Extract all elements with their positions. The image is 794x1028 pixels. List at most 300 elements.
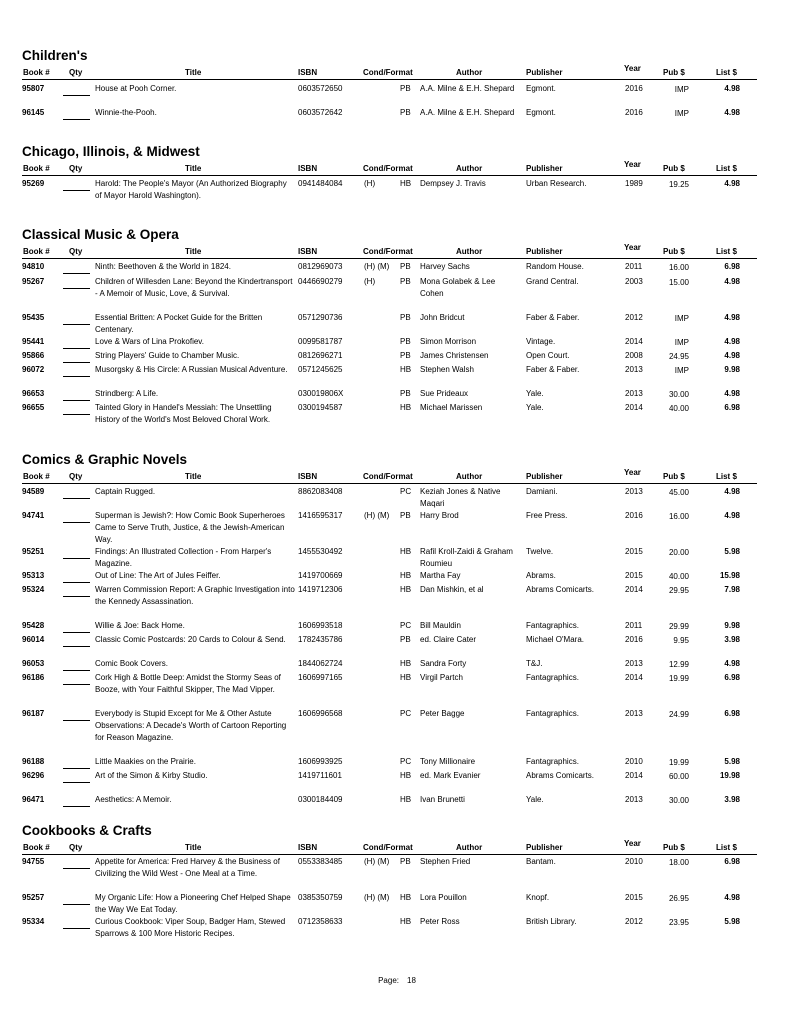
publisher: Bantam. [526,857,556,866]
qty-field[interactable] [63,895,90,905]
list-price: 3.98 [724,795,740,804]
list-price: 4.98 [724,351,740,360]
column-header-author: Author [456,247,483,256]
qty-field[interactable] [63,181,90,191]
column-header-title: Title [185,843,202,852]
qty-field[interactable] [63,573,90,583]
author: Peter Ross [420,917,460,926]
qty-field[interactable] [63,264,90,274]
column-header-isbn: ISBN [298,472,318,481]
column-header-qty: Qty [69,472,83,481]
book-title: Children of Willesden Lane: Beyond the Kindertransport - A Memoir of Music, Love, & Survival. [95,277,293,298]
column-header-year: Year [624,243,641,252]
year: 2015 [625,571,643,580]
book-number: 95267 [22,277,45,286]
year: 2011 [625,262,643,271]
publisher: Urban Research. [526,179,587,188]
qty-field[interactable] [63,549,90,559]
pub-price: 60.00 [668,772,689,781]
qty-field[interactable] [63,86,90,96]
format: PB [400,857,411,866]
book-title: Aesthetics: A Memoir. [95,795,172,804]
section-title: Classical Music & Opera [22,227,179,242]
isbn: 0571245625 [298,365,343,374]
format: HB [400,179,412,188]
list-price: 4.98 [724,337,740,346]
column-header-title: Title [185,68,202,77]
page-footer [0,976,794,985]
column-header-publisher: Publisher [526,843,563,852]
book-title: Out of Line: The Art of Jules Feiffer. [95,571,221,580]
book-number: 94589 [22,487,45,496]
publisher: Damiani. [526,487,558,496]
book-title: Willie & Joe: Back Home. [95,621,185,630]
author: A.A. Milne & E.H. Shepard [420,108,515,117]
column-header-publisher: Publisher [526,164,563,173]
format: PB [400,635,411,644]
format: PC [400,487,412,496]
book-title: Strindberg: A Life. [95,389,159,398]
column-header-list-price: List $ [716,247,737,256]
list-price: 6.98 [724,673,740,682]
section [22,47,757,118]
pub-price: 29.95 [668,586,689,595]
publisher: Knopf. [526,893,550,902]
publisher: T&J. [526,659,543,668]
year: 2003 [625,277,643,286]
book-number: 96187 [22,709,45,718]
author: Keziah Jones & Native Maqari [420,487,501,508]
list-price: 3.98 [724,635,740,644]
year: 2016 [625,635,643,644]
year: 2014 [625,585,643,594]
condition: (H) [364,179,376,188]
publisher: Twelve. [526,547,554,556]
pub-price: 16.00 [668,263,689,272]
pub-price: 40.00 [668,404,689,413]
list-price: 4.98 [724,108,740,117]
isbn: 8862083408 [298,487,343,496]
book-number: 96188 [22,757,45,766]
page-number: 18 [407,976,416,985]
column-header-pub-price: Pub $ [663,68,685,77]
list-price: 4.98 [724,511,740,520]
list-price: 4.98 [724,487,740,496]
book-title: Harold: The People's Mayor (An Authorized Biography of Mayor Harold Washington). [95,179,287,200]
condition: (H) (M) [364,511,390,520]
author: Dempsey J. Travis [420,179,486,188]
book-number: 95807 [22,84,45,93]
book-number: 95313 [22,571,45,580]
book-number: 96072 [22,365,45,374]
isbn: 0571290736 [298,313,343,322]
pub-price: 40.00 [668,572,689,581]
qty-field[interactable] [63,315,90,325]
list-price: 4.98 [724,277,740,286]
qty-field[interactable] [63,675,90,685]
section [22,451,757,805]
publisher: Vintage. [526,337,556,346]
publisher: Abrams Comicarts. [526,771,595,780]
year: 2011 [625,621,643,630]
publisher: Open Court. [526,351,570,360]
author: Sandra Forty [420,659,467,668]
column-header-row [22,65,757,80]
book-title: Essential Britten: A Pocket Guide for the Britten Centenary. [95,313,263,334]
year: 2013 [625,659,643,668]
column-header-qty: Qty [69,164,83,173]
book-title: Everybody is Stupid Except for Me & Other Astute Observations: A Decade's Worth of Cartoon Reporting for Reason Magazine. [95,709,287,742]
column-header-author: Author [456,68,483,77]
year: 2016 [625,108,643,117]
publisher: Random House. [526,262,584,271]
list-price: 4.98 [724,659,740,668]
pub-price: 9.95 [673,636,689,645]
book-title: Warren Commission Report: A Graphic Investigation into the Kennedy Assassination. [95,585,295,606]
format: HB [400,673,412,682]
year: 2008 [625,351,643,360]
format: PC [400,709,412,718]
book-title: Findings: An Illustrated Collection - From Harper's Magazine. [95,547,272,568]
book-title: House at Pooh Corner. [95,84,177,93]
list-price: 4.98 [724,84,740,93]
list-price: 7.98 [724,585,740,594]
column-header-cond-format: Cond/Format [363,247,413,256]
year: 2010 [625,857,643,866]
column-header-list-price: List $ [716,164,737,173]
year: 2012 [625,917,643,926]
format: HB [400,795,412,804]
column-header-isbn: ISBN [298,68,318,77]
year: 2014 [625,673,643,682]
book-number: 95866 [22,351,45,360]
author: ed. Claire Cater [420,635,477,644]
column-header-cond-format: Cond/Format [363,472,413,481]
format: PC [400,757,412,766]
list-price: 6.98 [724,262,740,271]
column-header-pub-price: Pub $ [663,164,685,173]
year: 2013 [625,487,643,496]
pub-price: 30.00 [668,796,689,805]
isbn: 1606993925 [298,757,343,766]
author: John Bridcut [420,313,465,322]
list-price: 5.98 [724,757,740,766]
pub-price: 30.00 [668,390,689,399]
qty-field[interactable] [63,623,90,633]
qty-field[interactable] [63,773,90,783]
book-number: 95428 [22,621,45,630]
qty-field[interactable] [63,513,90,523]
list-price: 6.98 [724,857,740,866]
section [22,143,757,200]
book-title: Art of the Simon & Kirby Studio. [95,771,208,780]
book-title: String Players' Guide to Chamber Music. [95,351,240,360]
book-number: 95257 [22,893,45,902]
list-price: 4.98 [724,313,740,322]
publisher: Egmont. [526,84,556,93]
book-number: 96653 [22,389,45,398]
format: PB [400,262,411,271]
publisher: Yale. [526,403,544,412]
publisher: Egmont. [526,108,556,117]
section [22,822,757,938]
column-header-book: Book # [23,843,50,852]
year: 2010 [625,757,643,766]
list-price: 6.98 [724,403,740,412]
qty-field[interactable] [63,711,90,721]
format: PB [400,389,411,398]
book-title: Comic Book Covers. [95,659,168,668]
column-header-row [22,244,757,259]
pub-price: 19.99 [668,674,689,683]
format: PB [400,84,411,93]
column-header-publisher: Publisher [526,68,563,77]
section-title: Chicago, Illinois, & Midwest [22,144,200,159]
publisher: Grand Central. [526,277,579,286]
pub-price: 19.25 [668,180,689,189]
column-header-list-price: List $ [716,472,737,481]
isbn: 0099581787 [298,337,343,346]
publisher: Fantagraphics. [526,709,579,718]
book-title: Curious Cookbook: Viper Soup, Badger Ham, Stewed Sparrows & 100 More Historic Recipes. [95,917,286,938]
section-title: Children's [22,48,88,63]
list-price: 4.98 [724,893,740,902]
author: Sue Prideaux [420,389,469,398]
condition: (H) (M) [364,262,390,271]
isbn: 030019806X [298,389,344,398]
pub-price: 16.00 [668,512,689,521]
pub-price: 29.99 [668,622,689,631]
year: 2013 [625,365,643,374]
isbn: 1606996568 [298,709,343,718]
format: HB [400,893,412,902]
format: HB [400,585,412,594]
qty-field[interactable] [63,797,90,807]
author: Ivan Brunetti [420,795,465,804]
author: Stephen Fried [420,857,471,866]
pub-price: 23.95 [668,918,689,927]
column-header-cond-format: Cond/Format [363,843,413,852]
book-title: Little Maakies on the Prairie. [95,757,196,766]
publisher: Fantagraphics. [526,757,579,766]
book-number: 96053 [22,659,45,668]
pub-price: 26.95 [668,894,689,903]
author: Martha Fay [420,571,461,580]
publisher: Abrams. [526,571,556,580]
qty-field[interactable] [63,489,90,499]
qty-field[interactable] [63,391,90,401]
author: Virgil Partch [420,673,463,682]
author: Harvey Sachs [420,262,470,271]
format: HB [400,771,412,780]
book-number: 95334 [22,917,45,926]
book-number: 96296 [22,771,45,780]
pub-price: 18.00 [668,858,689,867]
isbn: 0553383485 [298,857,343,866]
qty-field[interactable] [63,759,90,769]
author: ed. Mark Evanier [420,771,481,780]
publisher: Faber & Faber. [526,313,580,322]
pub-price: 20.00 [668,548,689,557]
qty-field[interactable] [63,279,90,289]
pub-price: 19.99 [668,758,689,767]
isbn: 0603572650 [298,84,343,93]
format: HB [400,917,412,926]
format: HB [400,547,412,556]
publisher: Free Press. [526,511,568,520]
column-header-year: Year [624,468,641,477]
format: PC [400,621,412,630]
list-price: 4.98 [724,389,740,398]
isbn: 0385350759 [298,893,343,902]
condition: (H) (M) [364,857,390,866]
column-header-cond-format: Cond/Format [363,164,413,173]
column-header-pub-price: Pub $ [663,843,685,852]
author: Harry Brod [420,511,459,520]
format: PB [400,351,411,360]
author: A.A. Milne & E.H. Shepard [420,84,515,93]
year: 2014 [625,337,643,346]
book-number: 95324 [22,585,45,594]
author: Stephen Walsh [420,365,474,374]
isbn: 0446690279 [298,277,343,286]
author: Dan Mishkin, et al [420,585,484,594]
author: Bill Mauldin [420,621,461,630]
qty-field[interactable] [63,661,90,671]
qty-field[interactable] [63,919,90,929]
pub-price: IMP [674,314,689,323]
column-header-title: Title [185,247,202,256]
column-header-author: Author [456,843,483,852]
column-header-publisher: Publisher [526,472,563,481]
list-price: 5.98 [724,917,740,926]
format: PB [400,511,411,520]
column-header-row [22,840,757,855]
format: HB [400,571,412,580]
year: 2016 [625,511,643,520]
column-header-list-price: List $ [716,68,737,77]
author: Mona Golabek & Lee Cohen [420,277,496,298]
format: PB [400,277,411,286]
book-title: Tainted Glory in Handel's Messiah: The Unsettling History of the World's Most Beloved Choral Work. [95,403,272,424]
format: HB [400,365,412,374]
book-title: Classic Comic Postcards: 20 Cards to Colour & Send. [95,635,286,644]
column-header-list-price: List $ [716,843,737,852]
isbn: 1416595317 [298,511,343,520]
author: James Christensen [420,351,489,360]
qty-field[interactable] [63,339,90,349]
isbn: 1419712306 [298,585,343,594]
year: 2013 [625,389,643,398]
publisher: Fantagraphics. [526,673,579,682]
book-title: Winnie-the-Pooh. [95,108,157,117]
format: PB [400,313,411,322]
year: 2014 [625,403,643,412]
book-title: My Organic Life: How a Pioneering Chef Helped Shape the Way We Eat Today. [95,893,291,914]
publisher: Abrams Comicarts. [526,585,595,594]
column-header-author: Author [456,472,483,481]
qty-field[interactable] [63,110,90,120]
qty-field[interactable] [63,367,90,377]
book-title: Appetite for America: Fred Harvey & the Business of Civilizing the Wild West - One Meal at a Time. [95,857,280,878]
column-header-title: Title [185,164,202,173]
year: 2013 [625,795,643,804]
isbn: 1606997165 [298,673,343,682]
isbn: 0300184409 [298,795,343,804]
isbn: 1419700669 [298,571,343,580]
author: Michael Marissen [420,403,483,412]
isbn: 0712358633 [298,917,343,926]
column-header-cond-format: Cond/Format [363,68,413,77]
qty-field[interactable] [63,637,90,647]
publisher: Yale. [526,795,544,804]
publisher: Faber & Faber. [526,365,580,374]
isbn: 0812969073 [298,262,343,271]
year: 2016 [625,84,643,93]
format: PB [400,337,411,346]
isbn: 1782435786 [298,635,343,644]
condition: (H) (M) [364,893,390,902]
book-number: 95435 [22,313,45,322]
column-header-publisher: Publisher [526,247,563,256]
isbn: 1844062724 [298,659,343,668]
format: HB [400,403,412,412]
year: 2013 [625,709,643,718]
list-price: 9.98 [724,621,740,630]
book-number: 96655 [22,403,45,412]
condition: (H) [364,277,376,286]
book-number: 95269 [22,179,45,188]
pub-price: 12.99 [668,660,689,669]
book-number: 96145 [22,108,45,117]
pub-price: IMP [674,109,689,118]
book-number: 94755 [22,857,45,866]
column-header-pub-price: Pub $ [663,472,685,481]
publisher: Yale. [526,389,544,398]
section [22,226,757,424]
qty-field[interactable] [63,587,90,597]
format: HB [400,659,412,668]
list-price: 4.98 [724,179,740,188]
book-title: Captain Rugged. [95,487,156,496]
pub-price: 24.99 [668,710,689,719]
pub-price: IMP [674,366,689,375]
pub-price: 15.00 [668,278,689,287]
column-header-book: Book # [23,247,50,256]
column-header-title: Title [185,472,202,481]
column-header-qty: Qty [69,247,83,256]
publisher: Michael O'Mara. [526,635,584,644]
column-header-pub-price: Pub $ [663,247,685,256]
year: 2014 [625,771,643,780]
list-price: 19.98 [719,771,740,780]
pub-price: 45.00 [668,488,689,497]
qty-field[interactable] [63,353,90,363]
column-header-book: Book # [23,68,50,77]
book-number: 96186 [22,673,45,682]
column-header-author: Author [456,164,483,173]
pub-price: 24.95 [668,352,689,361]
qty-field[interactable] [63,405,90,415]
section-title: Comics & Graphic Novels [22,452,188,467]
column-header-isbn: ISBN [298,164,318,173]
year: 2012 [625,313,643,322]
qty-field[interactable] [63,859,90,869]
column-header-isbn: ISBN [298,247,318,256]
book-title: Cork High & Bottle Deep: Amidst the Stormy Seas of Booze, with Your Faithful Skipper, The Mad Vipper. [95,673,281,694]
book-number: 95251 [22,547,45,556]
column-header-row [22,161,757,176]
